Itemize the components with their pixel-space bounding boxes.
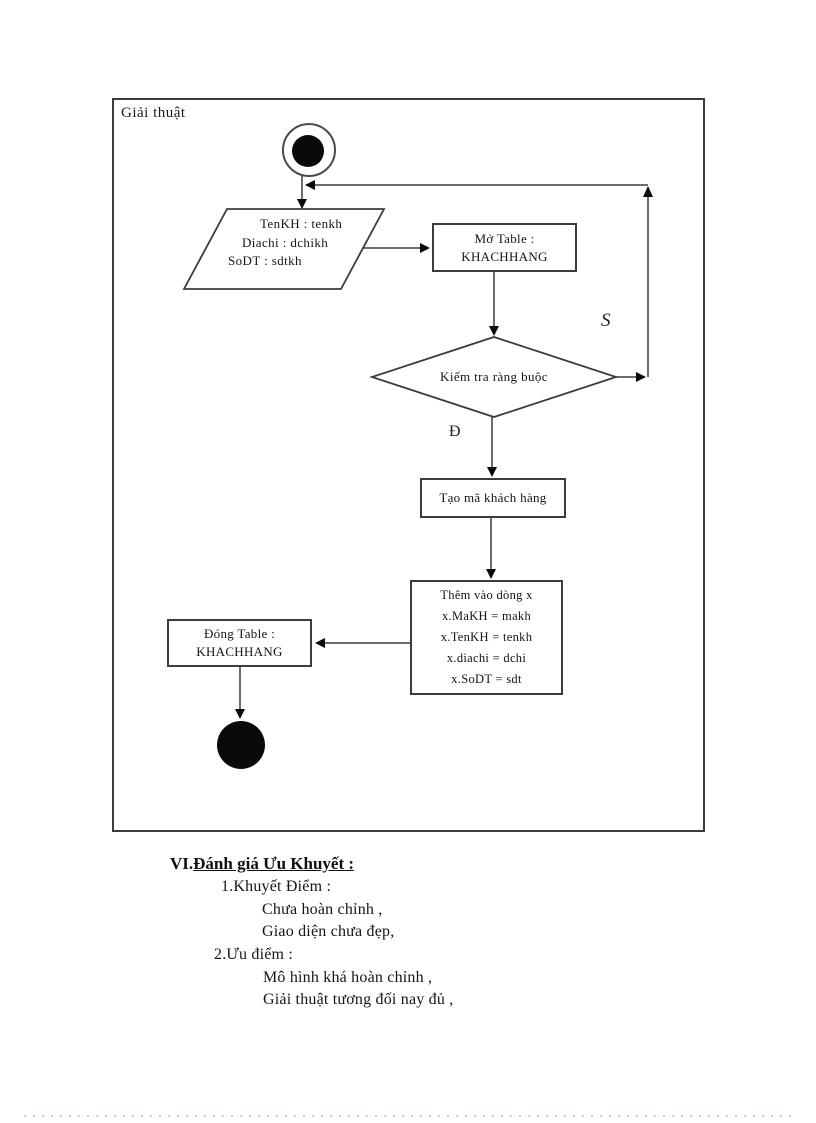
open-table-node xyxy=(432,223,577,272)
page-bottom-dotted-rule xyxy=(24,1115,796,1117)
branch-label-no: S xyxy=(601,310,611,331)
arrowhead-down-decision xyxy=(489,326,499,336)
evaluation-item-2-detail-2: Giải thuật tương đối nay đủ , xyxy=(263,991,454,1008)
input-line-sodt: SoDT : sdtkh xyxy=(228,253,302,268)
arrowhead-down-create xyxy=(487,467,497,477)
arrowhead-down-input xyxy=(297,199,307,209)
evaluation-item-1-label: 1.Khuyết Điểm : xyxy=(221,878,332,895)
evaluation-heading-prefix: VI. xyxy=(170,854,194,873)
insert-row-line-2: x.MaKH = makh xyxy=(441,609,532,623)
arrowhead-left-close xyxy=(315,638,325,648)
close-table-line-2: KHACHHANG xyxy=(196,644,283,659)
insert-row-line-3: x.TenKH = tenkh xyxy=(440,630,533,644)
close-table-line-1: Đóng Table : xyxy=(203,626,276,641)
evaluation-item-1-detail-1: Chưa hoàn chỉnh , xyxy=(262,901,383,918)
end-node-circle xyxy=(217,721,265,769)
close-table-node xyxy=(167,619,312,667)
evaluation-item-1-detail-2: Giao diện chưa đẹp, xyxy=(262,923,395,940)
start-node-inner-circle xyxy=(292,135,324,167)
evaluation-heading-text: Đánh giá Ưu Khuyết : xyxy=(193,854,355,873)
branch-label-yes: Đ xyxy=(449,423,461,440)
evaluation-item-2-label: 2.Ưu điểm : xyxy=(214,946,294,963)
open-table-line-1: Mở Table : xyxy=(474,230,535,246)
arrowhead-down-end xyxy=(235,709,245,719)
arrowhead-up-loop xyxy=(643,186,653,197)
insert-row-line-4: x.diachi = dchi xyxy=(446,651,527,665)
arrowhead-right-open xyxy=(420,243,430,253)
arrowhead-right-loop xyxy=(636,372,646,382)
create-code-label: Tạo mã khách hàng xyxy=(439,490,547,505)
insert-row-line-5: x.SoDT = sdt xyxy=(451,672,522,686)
decision-label: Kiểm tra ràng buộc xyxy=(440,369,548,384)
input-line-diachi: Diachi : dchikh xyxy=(242,235,329,250)
create-code-node xyxy=(420,478,566,518)
evaluation-item-2-detail-1: Mô hình khá hoàn chỉnh , xyxy=(263,969,433,986)
arrowhead-left-loop xyxy=(305,180,315,190)
open-table-line-2: KHACHHANG xyxy=(461,248,548,264)
input-line-tenkh: TenKH : tenkh xyxy=(260,216,343,231)
flowchart-title: Giải thuật xyxy=(121,105,186,121)
insert-row-line-1: Thêm vào dòng x xyxy=(440,588,533,602)
arrowhead-down-insert xyxy=(486,569,496,579)
insert-row-node xyxy=(410,580,563,695)
evaluation-heading xyxy=(170,854,354,874)
